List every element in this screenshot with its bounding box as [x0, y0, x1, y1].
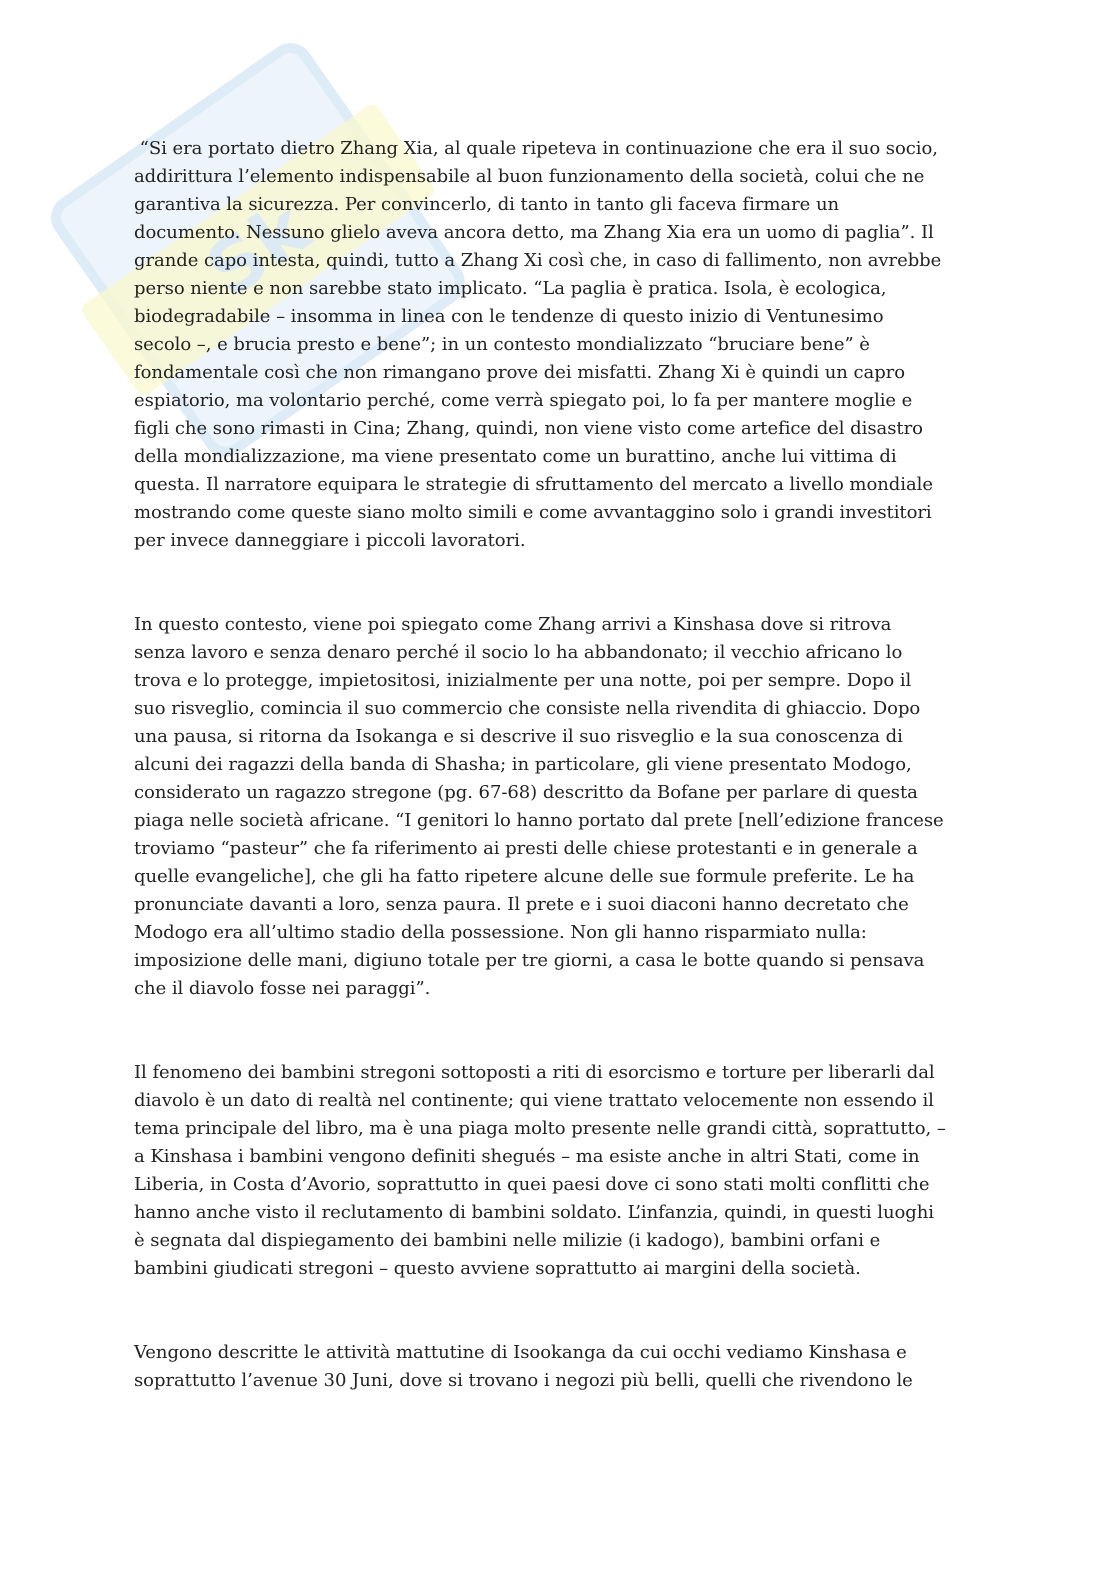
text-line: a Kinshasa i bambini vengono definiti shegués – ma esiste anche in altri Stati, come in	[134, 1146, 920, 1167]
text-line: addirittura l’elemento indispensabile al buon funzionamento della società, colui che ne	[134, 166, 925, 187]
text-line: hanno anche visto il reclutamento di bambini soldato. L’infanzia, quindi, in questi luoghi	[134, 1202, 934, 1223]
text-line: biodegradabile – insomma in linea con le tendenze di questo inizio di Ventunesimo	[134, 306, 884, 327]
text-line: pronunciate davanti a loro, senza paura. Il prete e i suoi diaconi hanno decretato che	[134, 894, 909, 915]
text-line: Modogo era all’ultimo stadio della possessione. Non gli hanno risparmiato nulla:	[134, 922, 867, 943]
text-line: figli che sono rimasti in Cina; Zhang, quindi, non viene visto come artefice del disastro	[134, 418, 923, 439]
text-line: fondamentale così che non rimangano prove dei misfatti. Zhang Xi è quindi un capro	[134, 362, 906, 383]
text-line: piaga nelle società africane. “I genitori lo hanno portato dal prete [nell’edizione francese	[134, 810, 944, 831]
text-line: una pausa, si ritorna da Isokanga e si descrive il suo risveglio e la sua conoscenza di	[134, 726, 903, 747]
text-line: imposizione delle mani, digiuno totale per tre giorni, a casa le botte quando si pensava	[134, 950, 925, 971]
text-line: quelle evangeliche], che gli ha fatto ripetere alcune delle sue formule preferite. Le ha	[134, 866, 915, 887]
text-line: Liberia, in Costa d’Avorio, soprattutto in quei paesi dove ci sono stati molti conflitti che	[134, 1174, 930, 1195]
text-line: garantiva la sicurezza. Per convincerlo, di tanto in tanto gli faceva firmare un	[134, 194, 840, 215]
paragraph-3	[134, 1059, 984, 1283]
text-line: “Si era portato dietro Zhang Xia, al quale ripeteva in continuazione che era il suo socio,	[134, 138, 938, 159]
text-line: secolo –, e brucia presto e bene”; in un contesto mondializzato “bruciare bene” è	[134, 334, 870, 355]
text-line: questa. Il narratore equipara le strategie di sfruttamento del mercato a livello mondiale	[134, 474, 933, 495]
text-line: In questo contesto, viene poi spiegato come Zhang arrivi a Kinshasa dove si ritrova	[134, 614, 892, 635]
text-line: Il fenomeno dei bambini stregoni sottoposti a riti di esorcismo e torture per liberarli dal	[134, 1062, 935, 1083]
text-line: espiatorio, ma volontario perché, come verrà spiegato poi, lo fa per mantere moglie e	[134, 390, 913, 411]
text-line: tema principale del libro, ma è una piaga molto presente nelle grandi città, soprattutto, –	[134, 1118, 946, 1139]
text-line: Vengono descritte le attività mattutine di Isookanga da cui occhi vediamo Kinshasa e	[134, 1342, 907, 1363]
text-line: che il diavolo fosse nei paraggi”.	[134, 978, 431, 999]
text-line: considerato un ragazzo stregone (pg. 67-68) descritto da Bofane per parlare di questa	[134, 782, 918, 803]
text-line: grande capo intesta, quindi, tutto a Zhang Xi così che, in caso di fallimento, non avrebbe	[134, 250, 942, 271]
text-line: documento. Nessuno glielo aveva ancora detto, ma Zhang Xia era un uomo di paglia”. Il	[134, 222, 934, 243]
document-body	[134, 135, 984, 1395]
paragraph-2	[134, 611, 984, 1003]
text-line: trova e lo protegge, impietositosi, inizialmente per una notte, poi per sempre. Dopo il	[134, 670, 912, 691]
text-line: della mondializzazione, ma viene presentato come un burattino, anche lui vittima di	[134, 446, 897, 467]
text-line: suo risveglio, comincia il suo commercio che consiste nella rivendita di ghiaccio. Dopo	[134, 698, 921, 719]
text-line: soprattutto l’avenue 30 Juni, dove si trovano i negozi più belli, quelli che rivendono le	[134, 1370, 913, 1391]
text-line: diavolo è un dato di realtà nel continente; qui viene trattato velocemente non essendo il	[134, 1090, 934, 1111]
text-line: per invece danneggiare i piccoli lavoratori.	[134, 530, 526, 551]
text-line: troviamo “pasteur” che fa riferimento ai presti delle chiese protestanti e in generale a	[134, 838, 918, 859]
text-line: perso niente e non sarebbe stato implicato. “La paglia è pratica. Isola, è ecologica,	[134, 278, 887, 299]
text-line: mostrando come queste siano molto simili e come avvantaggino solo i grandi investitori	[134, 502, 932, 523]
paragraph-4	[134, 1339, 984, 1395]
text-line: alcuni dei ragazzi della banda di Shasha; in particolare, gli viene presentato Modogo,	[134, 754, 912, 775]
svg-text:Sk: Sk	[191, 185, 325, 315]
text-line: senza lavoro e senza denaro perché il socio lo ha abbandonato; il vecchio africano lo	[134, 642, 903, 663]
text-line: è segnata dal dispiegamento dei bambini nelle milizie (i kadogo), bambini orfani e	[134, 1230, 881, 1251]
text-line: bambini giudicati stregoni – questo avviene soprattutto ai margini della società.	[134, 1258, 861, 1279]
paragraph-1	[134, 135, 984, 555]
